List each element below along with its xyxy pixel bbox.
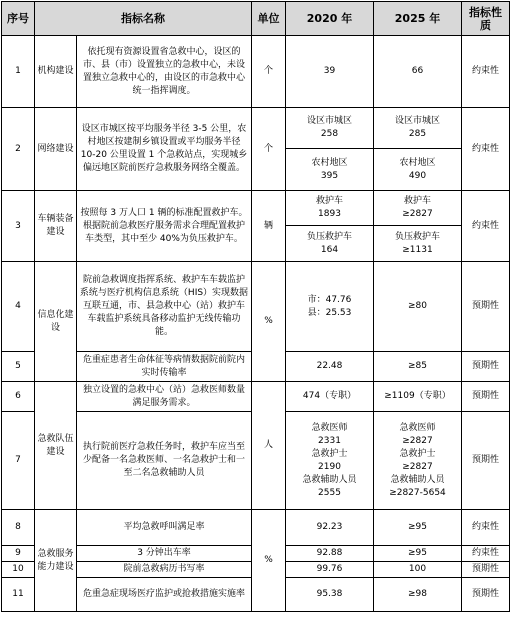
row-value-2025: ≥95 bbox=[374, 546, 462, 562]
row-item: 危重急症现场医疗监护或抢救措施实施率 bbox=[77, 578, 252, 612]
value-number: ≥1131 bbox=[402, 244, 433, 255]
value-number: 258 bbox=[320, 129, 339, 139]
value-number: 395 bbox=[320, 170, 339, 181]
row-value-2020 bbox=[286, 412, 374, 510]
row-nature: 约束性 bbox=[462, 546, 510, 562]
value-number: 490 bbox=[408, 170, 427, 181]
row-nature: 约束性 bbox=[462, 36, 510, 108]
row-category: 机构建设 bbox=[35, 36, 77, 108]
value-label: 负压救护车 bbox=[394, 231, 440, 242]
row-value-2020: 474（专职） bbox=[286, 382, 374, 412]
value-label: 设区市城区 bbox=[306, 116, 352, 126]
row-value-2025: ≥1109（专职） bbox=[374, 382, 462, 412]
value-line: 急救辅助人员 bbox=[302, 474, 357, 485]
value-number: 164 bbox=[320, 244, 339, 255]
row-nature: 预期性 bbox=[462, 412, 510, 510]
row-seq: 5 bbox=[2, 352, 35, 382]
value-number: 1893 bbox=[318, 209, 341, 219]
row-value-2020: 39 bbox=[286, 36, 374, 108]
value-label: 救护车 bbox=[315, 196, 343, 206]
row-item: 3 分钟出车率 bbox=[77, 546, 252, 562]
value-line: 急救护士 bbox=[399, 448, 436, 459]
value-label: 救护车 bbox=[403, 196, 431, 206]
row-item: 按照每 3 万人口 1 辆的标准配置救护车。根据院前急救医疗服务需求合理配置救护车类型，其中至少 40%为负压救护车。 bbox=[77, 191, 252, 262]
row-nature: 约束性 bbox=[462, 108, 510, 191]
row-value-2020 bbox=[286, 262, 374, 352]
table-row bbox=[2, 382, 510, 412]
row-item: 危重症患者生命体征等病情数据院前院内实时传输率 bbox=[77, 352, 252, 382]
row-category: 信息化建设 bbox=[35, 262, 77, 382]
row-seq: 8 bbox=[2, 510, 35, 546]
row-unit: 个 bbox=[252, 108, 286, 191]
row-value-2025: ≥85 bbox=[374, 352, 462, 382]
row-seq: 10 bbox=[2, 562, 35, 578]
row-nature: 预期性 bbox=[462, 382, 510, 412]
row-seq: 11 bbox=[2, 578, 35, 612]
value-number: 285 bbox=[408, 129, 427, 139]
value-line: ≥2827 bbox=[402, 435, 433, 446]
row-unit: % bbox=[252, 262, 286, 382]
row-seq: 9 bbox=[2, 546, 35, 562]
value-number: ≥2827 bbox=[402, 209, 433, 219]
value-line: ≥2827 bbox=[402, 461, 433, 472]
row-category: 急救队伍建设 bbox=[35, 382, 77, 510]
row-seq: 7 bbox=[2, 412, 35, 510]
header-row bbox=[2, 2, 510, 36]
header-nature: 指标性质 bbox=[462, 2, 510, 36]
row-nature: 预期性 bbox=[462, 562, 510, 578]
row-unit: 人 bbox=[252, 382, 286, 510]
row-item: 独立设置的急救中心（站）急救医师数量满足服务需求。 bbox=[77, 382, 252, 412]
row-unit: 个 bbox=[252, 36, 286, 108]
row-item: 依托现有资源设置省急救中心，设区的市、县（市）设置独立的急救中心，未设置独立急救中心的，由设区的市急救中心统一指挥调度。 bbox=[77, 36, 252, 108]
value-label: 设区市城区 bbox=[394, 116, 440, 126]
row-category: 急救服务能力建设 bbox=[35, 510, 77, 612]
row-seq: 1 bbox=[2, 36, 35, 108]
row-seq: 2 bbox=[2, 108, 35, 191]
row-value-2025: ≥98 bbox=[374, 578, 462, 612]
row-unit: 辆 bbox=[252, 191, 286, 262]
row-seq: 4 bbox=[2, 262, 35, 352]
row-item: 设区市城区按平均服务半径 3-5 公里，农村地区按建制乡镇设置或平均服务半径 10-20 公里设置 1 个急救站点，实现城乡偏远地区院前医疗急救服务网络全覆盖。 bbox=[77, 108, 252, 191]
value-line: 2190 bbox=[318, 461, 341, 472]
value-line: 急救护士 bbox=[311, 448, 348, 459]
value-line: 急救辅助人员 bbox=[390, 474, 445, 485]
row-value-2020 bbox=[286, 191, 374, 262]
row-category: 车辆装备建设 bbox=[35, 191, 77, 262]
value-line: 2555 bbox=[318, 487, 341, 498]
row-value-2025 bbox=[374, 108, 462, 191]
row-item: 院前急救调度指挥系统、救护车车载监护系统与医疗机构信息系统（HIS）实现数据互联互通，市、县急救中心（站）救护车车载监护系统具备移动监护无线传输功能。 bbox=[77, 262, 252, 352]
header-name: 指标名称 bbox=[35, 2, 252, 36]
value-line: 急救医师 bbox=[311, 422, 348, 433]
indicator-table bbox=[1, 1, 510, 612]
value-line: 县：25.53 bbox=[307, 307, 352, 318]
row-value-2020: 92.88 bbox=[286, 546, 374, 562]
row-nature: 约束性 bbox=[462, 191, 510, 262]
row-value-2020: 95.38 bbox=[286, 578, 374, 612]
row-nature: 预期性 bbox=[462, 352, 510, 382]
row-value-2025: 66 bbox=[374, 36, 462, 108]
table-row bbox=[2, 510, 510, 546]
header-2020: 2020 年 bbox=[286, 2, 374, 36]
row-seq: 6 bbox=[2, 382, 35, 412]
value-line: ≥2827-5654 bbox=[389, 487, 446, 498]
row-value-2020: 99.76 bbox=[286, 562, 374, 578]
row-category: 网络建设 bbox=[35, 108, 77, 191]
row-nature: 预期性 bbox=[462, 578, 510, 612]
header-seq: 序号 bbox=[2, 2, 35, 36]
row-nature: 约束性 bbox=[462, 510, 510, 546]
row-value-2025: 100 bbox=[374, 562, 462, 578]
table-row bbox=[2, 108, 510, 191]
row-item: 院前急救病历书写率 bbox=[77, 562, 252, 578]
header-unit: 单位 bbox=[252, 2, 286, 36]
value-line: 市：47.76 bbox=[307, 294, 352, 305]
value-label: 负压救护车 bbox=[306, 231, 352, 242]
row-unit: % bbox=[252, 510, 286, 612]
value-label: 农村地区 bbox=[399, 157, 436, 168]
table-row bbox=[2, 36, 510, 108]
value-label: 农村地区 bbox=[311, 157, 348, 168]
row-seq: 3 bbox=[2, 191, 35, 262]
header-2025: 2025 年 bbox=[374, 2, 462, 36]
table-row bbox=[2, 262, 510, 352]
row-value-2020: 92.23 bbox=[286, 510, 374, 546]
value-line: 2331 bbox=[318, 435, 341, 446]
row-item: 平均急救呼叫满足率 bbox=[77, 510, 252, 546]
row-value-2025: ≥95 bbox=[374, 510, 462, 546]
value-line: 急救医师 bbox=[399, 422, 436, 433]
row-nature: 预期性 bbox=[462, 262, 510, 352]
row-item: 执行院前医疗急救任务时，救护车应当至少配备一名急救医师、一名急救护士和一至二名急救辅助人员 bbox=[77, 412, 252, 510]
row-value-2025 bbox=[374, 191, 462, 262]
row-value-2020 bbox=[286, 108, 374, 191]
row-value-2020: 22.48 bbox=[286, 352, 374, 382]
table-row bbox=[2, 191, 510, 262]
row-value-2025: ≥80 bbox=[374, 262, 462, 352]
row-value-2025 bbox=[374, 412, 462, 510]
